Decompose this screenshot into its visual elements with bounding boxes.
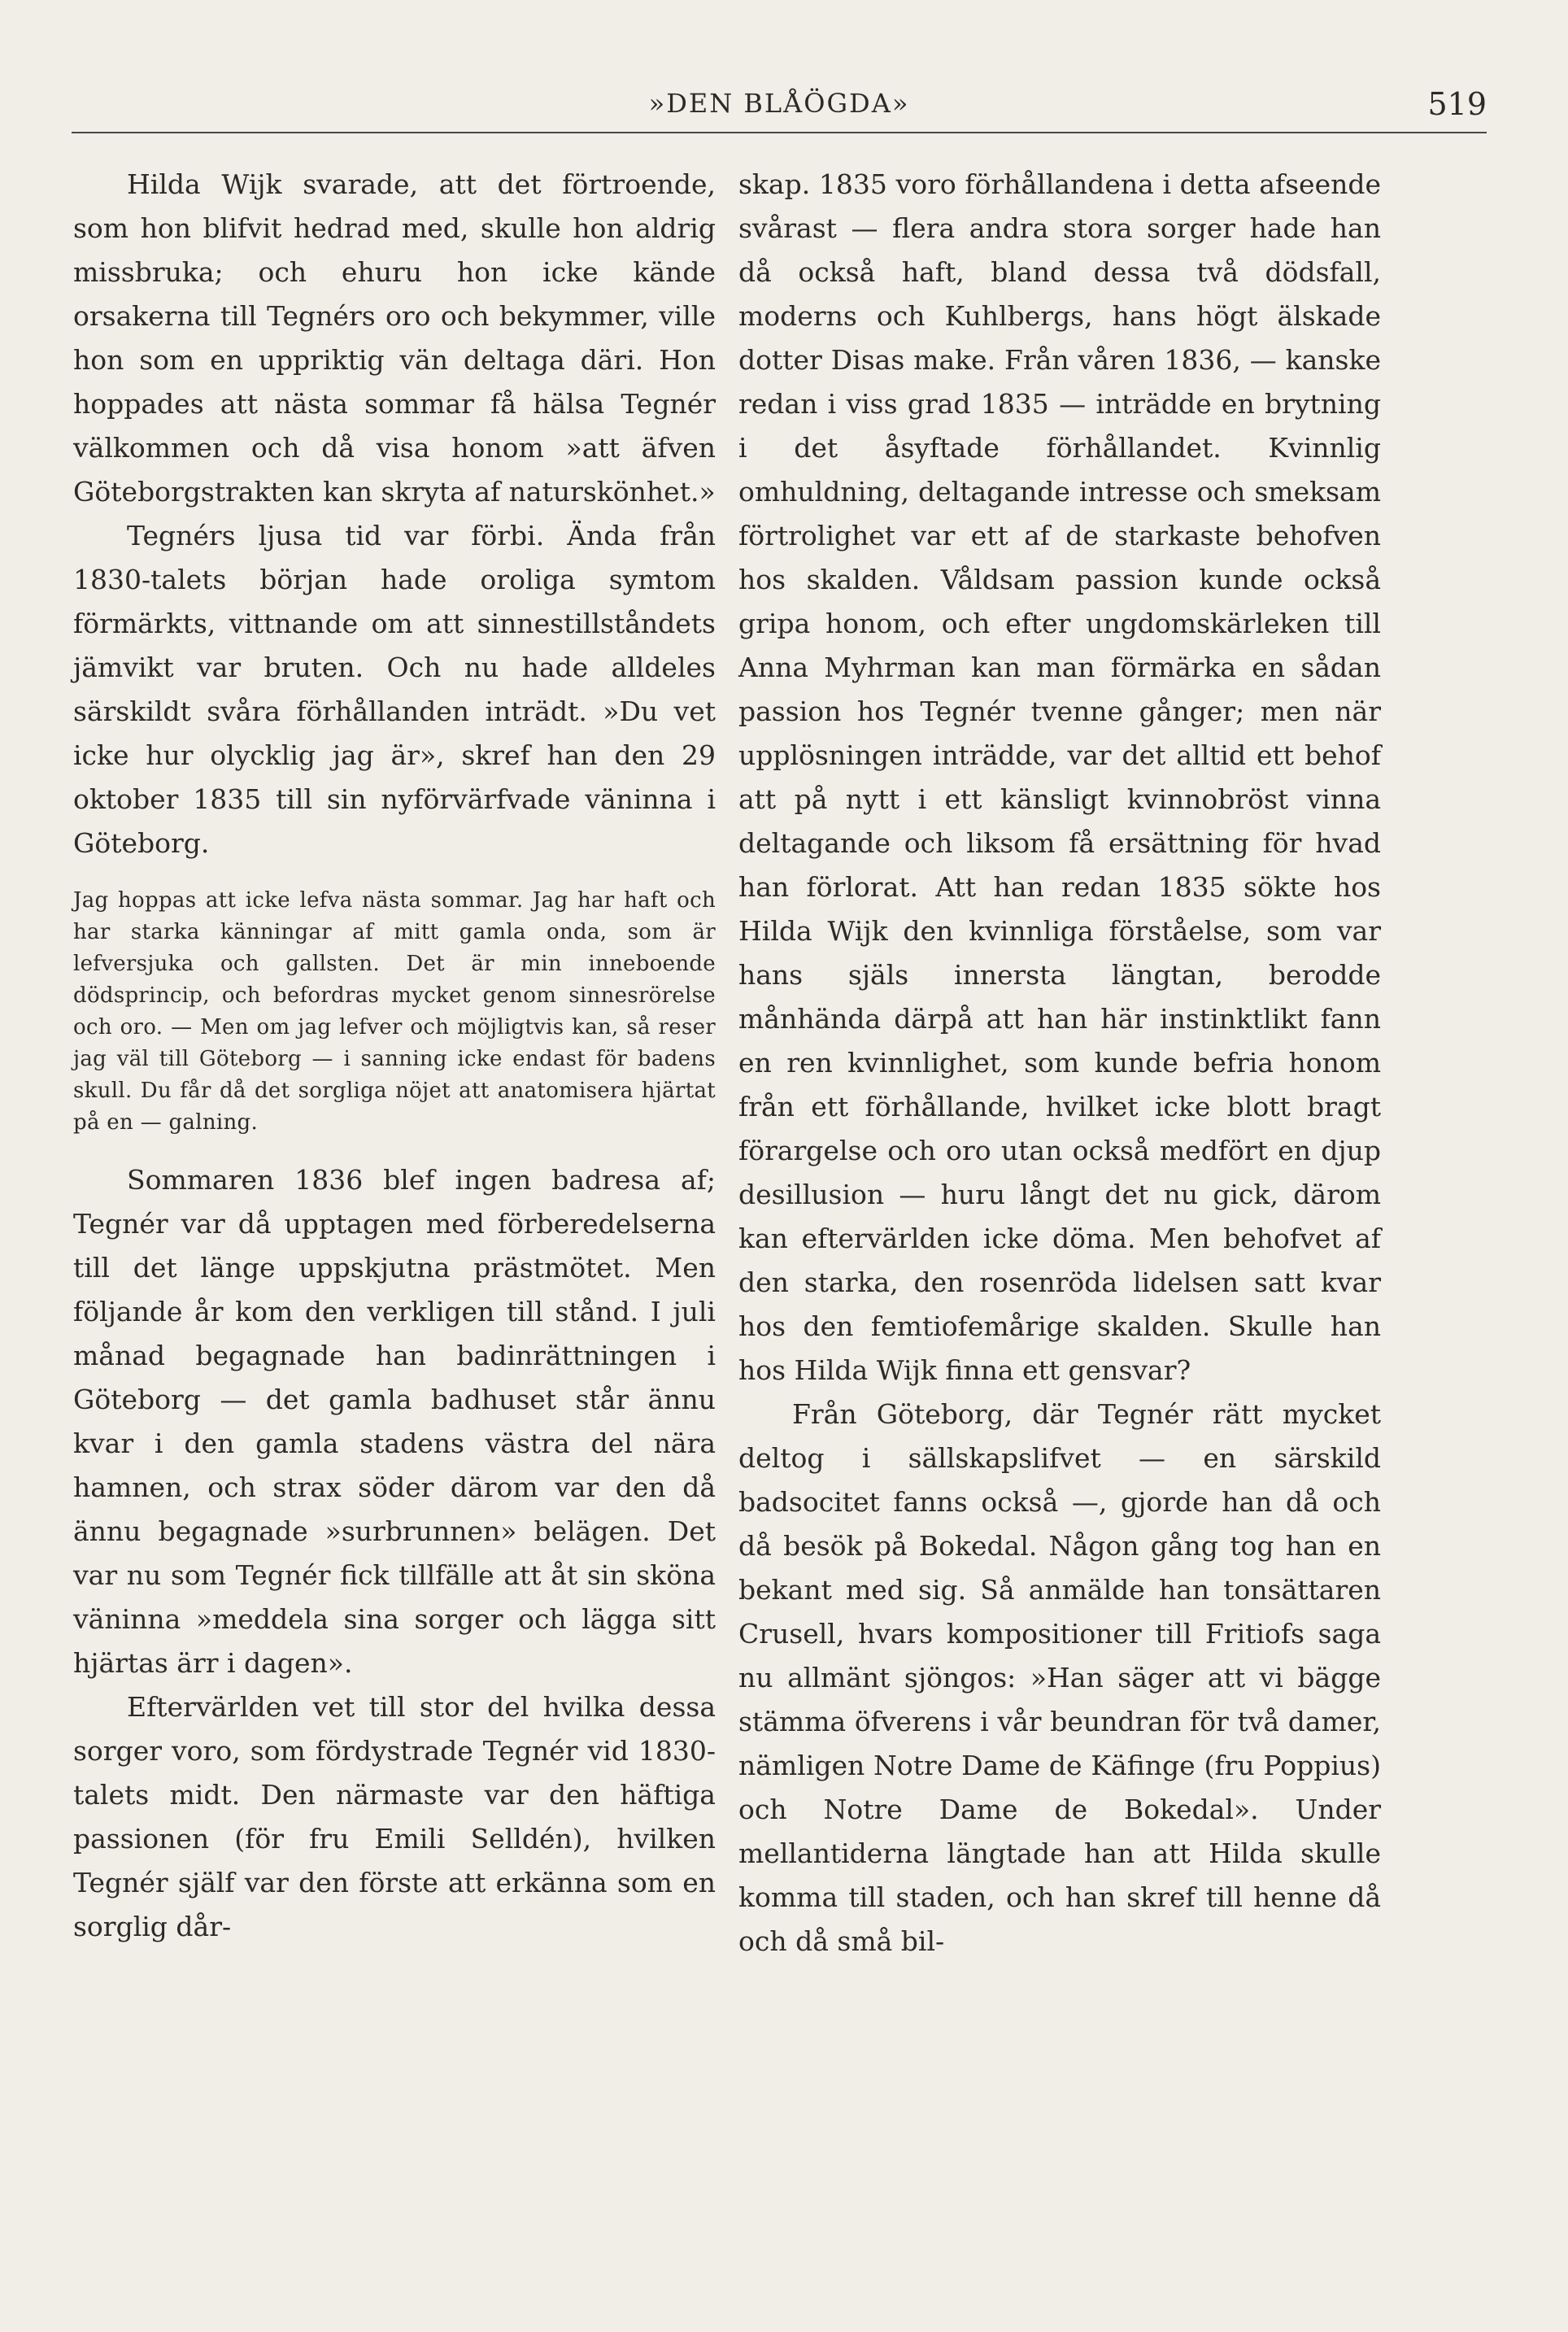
paragraph: Tegnérs ljusa tid var förbi. Ända från 1830-talets början hade oroliga symtom förmärkts, vittnande om att sinnestillståndets jämvikt var bruten. Och nu hade alldeles särskildt svåra förhållanden inträdt. »Du vet icke hur olycklig jag är», skref han den 29 oktober 1835 till sin nyförvärfvade väninna i Göteborg. — [73, 520, 716, 859]
page-number: 519 — [1427, 86, 1487, 122]
right-column — [738, 163, 1381, 1964]
running-title: »DEN BLÅÖGDA» — [648, 88, 910, 119]
quote-text: Jag hoppas att icke lefva nästa sommar. Jag har haft och har starka känningar af mitt gamla onda, som är lefversjuka och gallsten. Det är min inneboende dödsprincip, och befordras mycket genom sinnesrörelse och oro. — Men om jag lefver och möjligtvis kan, så reser jag väl till Göteborg — i sanning icke endast för badens skull. Du får då det sorgliga nöjet att anatomisera hjärtat på en — galning. — [73, 888, 716, 1135]
left-column — [73, 163, 716, 1949]
paragraph: Från Göteborg, där Tegnér rätt mycket deltog i sällskapslifvet — en särskild badsocitet fanns också —, gjorde han då och då besök på Bokedal. Någon gång tog han en bekant med sig. Så anmälde han tonsättaren Crusell, hvars kompositioner till Fritiofs saga nu allmänt sjöngos: »Han säger att vi bägge stämma öfverens i vår beundran för två damer, nämligen Notre Dame de Käfinge (fru Poppius) och Notre Dame de Bokedal». Under mellantiderna längtade han att Hilda skulle komma till staden, och han skref till henne då och då små bil- — [738, 1398, 1381, 1957]
paragraph: skap. 1835 voro förhållandena i detta afseende svårast — flera andra stora sorger hade han då också haft, bland dessa två dödsfall, moderns och Kuhlbergs, hans högt älskade dotter Disas make. Från våren 1836, — kanske redan i viss grad 1835 — inträdde en brytning i det åsyftade förhållandet. Kvinnlig omhuldning, deltagande intresse och smeksam förtrolighet var ett af de starkaste behofven hos skalden. Våldsam passion kunde också gripa honom, och efter ungdomskärleken till Anna Myhrman kan man förmärka en sådan passion hos Tegnér tvenne gånger; men när upplösningen inträdde, var det alltid ett behof att på nytt i ett känsligt kvinnobröst vinna deltagande och liksom få ersättning för hvad han förlorat. Att han redan 1835 sökte hos Hilda Wijk den kvinnliga förståelse, som var hans själs innersta längtan, berodde månhända därpå att han här instinktlikt fann en ren kvinnlighet, som kunde befria honom från ett förhållande, hvilket icke blott bragt förargelse och oro utan också medfört en djup desillusion — huru långt det nu gick, därom kan eftervärlden icke döma. Men behofvet af den starka, den rosenröda lidelsen satt kvar hos den femtiofemårige skalden. Skulle han hos Hilda Wijk finna ett gensvar? — [738, 168, 1381, 1386]
paragraph: Eftervärlden vet till stor del hvilka dessa sorger voro, som fördystrade Tegnér vid 1830-talets midt. Den närmaste var den häftiga passionen (för fru Emili Selldén), hvilken Tegnér själf var den förste att erkänna som en sorglig dår- — [73, 1691, 716, 1942]
header-rule — [72, 132, 1487, 133]
paragraph: Hilda Wijk svarade, att det förtroende, som hon blifvit hedrad med, skulle hon aldrig missbruka; och ehuru hon icke kände orsakerna till Tegnérs oro och bekymmer, ville hon som en uppriktig vän deltaga däri. Hon hoppades att nästa sommar få hälsa Tegnér välkommen och då visa honom »att äfven Göteborgstrakten kan skryta af naturskönhet.» — [73, 168, 716, 508]
block-quote — [73, 885, 716, 1139]
page-header — [72, 75, 1487, 140]
paragraph: Sommaren 1836 blef ingen badresa af; Tegnér var då upptagen med förberedelserna till det länge uppskjutna prästmötet. Men följande år kom den verkligen till stånd. I juli månad begagnade han badinrättningen i Göteborg — det gamla badhuset står ännu kvar i den gamla stadens västra del nära hamnen, och strax söder därom var den då ännu begagnade »surbrunnen» belägen. Det var nu som Tegnér fick tillfälle att åt sin sköna väninna »meddela sina sorger och lägga sitt hjärtas ärr i dagen». — [73, 1164, 716, 1679]
